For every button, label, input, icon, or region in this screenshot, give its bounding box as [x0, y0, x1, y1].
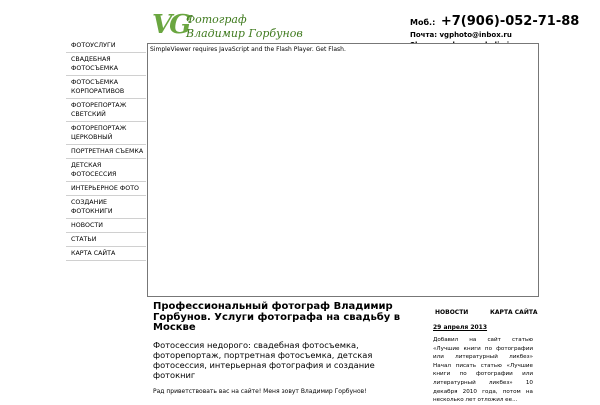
news-text: Добавил на сайт статью «Лучшие книги по фотографии или литературный ликбез» Начал писать статью «Лучшие книги по фотографии или литературный ликбез» 10 декабря 2010 года, потом на несколько лет отложил ее...	[433, 337, 533, 404]
news-date-link[interactable]: 29 апреля 2013	[433, 324, 488, 331]
page-subtitle: Фотосессия недорого: свадебная фотосъемка, фоторепортаж, портретная фотосъемка, детская фотосессия, интерьерная фотография и создание фотокниг	[153, 339, 375, 380]
nav-item-wedding[interactable]: СВАДЕБНАЯ ФОТОСЪЕМКА	[66, 53, 146, 76]
nav-item-news[interactable]: НОВОСТИ	[66, 219, 146, 233]
tab-news[interactable]: НОВОСТИ	[435, 309, 469, 316]
nav-item-portrait[interactable]: ПОРТРЕТНАЯ СЪЕМКА	[66, 145, 146, 159]
nav-item-articles[interactable]: СТАТЬИ	[66, 233, 146, 247]
logo-title-line2: Владимир Горбунов	[186, 27, 303, 40]
nav-item-corporate[interactable]: ФОТОСЪЕМКА КОРПОРАТИВОВ	[66, 76, 146, 99]
logo-title-line1: Фотограф	[186, 13, 247, 26]
nav-item-children[interactable]: ДЕТСКАЯ ФОТОСЕССИЯ	[66, 159, 146, 182]
mobile-label: Моб.:	[410, 18, 436, 27]
sidebar-nav	[66, 39, 146, 261]
logo-mark: VG	[152, 10, 189, 40]
nav-item-church-report[interactable]: ФОТОРЕПОРТАЖ ЦЕРКОВНЫЙ	[66, 122, 146, 145]
greeting-text: Рад приветствовать вас на сайте! Меня зовут Владимир Горбунов!	[153, 387, 367, 395]
page-title: Профессиональный фотограф Владимир Горбунов. Услуги фотографа на свадьбу в Москве	[153, 301, 401, 333]
nav-item-interior[interactable]: ИНТЕРЬЕРНОЕ ФОТО	[66, 182, 146, 196]
nav-item-photo-services[interactable]: ФОТОУСЛУГИ	[66, 39, 146, 53]
nav-item-social-report[interactable]: ФОТОРЕПОРТАЖ СВЕТСКИЙ	[66, 99, 146, 122]
phone-number: +7(906)-052-71-88	[440, 14, 580, 29]
main-content	[153, 302, 405, 395]
flash-required-message: SimpleViewer requires JavaScript and the Flash Player. Get Flash.	[150, 46, 346, 53]
nav-item-photobook[interactable]: СОЗДАНИЕ ФОТОКНИГИ	[66, 196, 146, 219]
site-logo[interactable]	[152, 10, 303, 40]
flash-gallery[interactable]	[147, 43, 539, 297]
tab-sitemap[interactable]: КАРТА САЙТА	[490, 309, 538, 316]
nav-item-sitemap[interactable]: КАРТА САЙТА	[66, 247, 146, 261]
email-line: Почта: vgphoto@inbox.ru	[410, 31, 512, 39]
